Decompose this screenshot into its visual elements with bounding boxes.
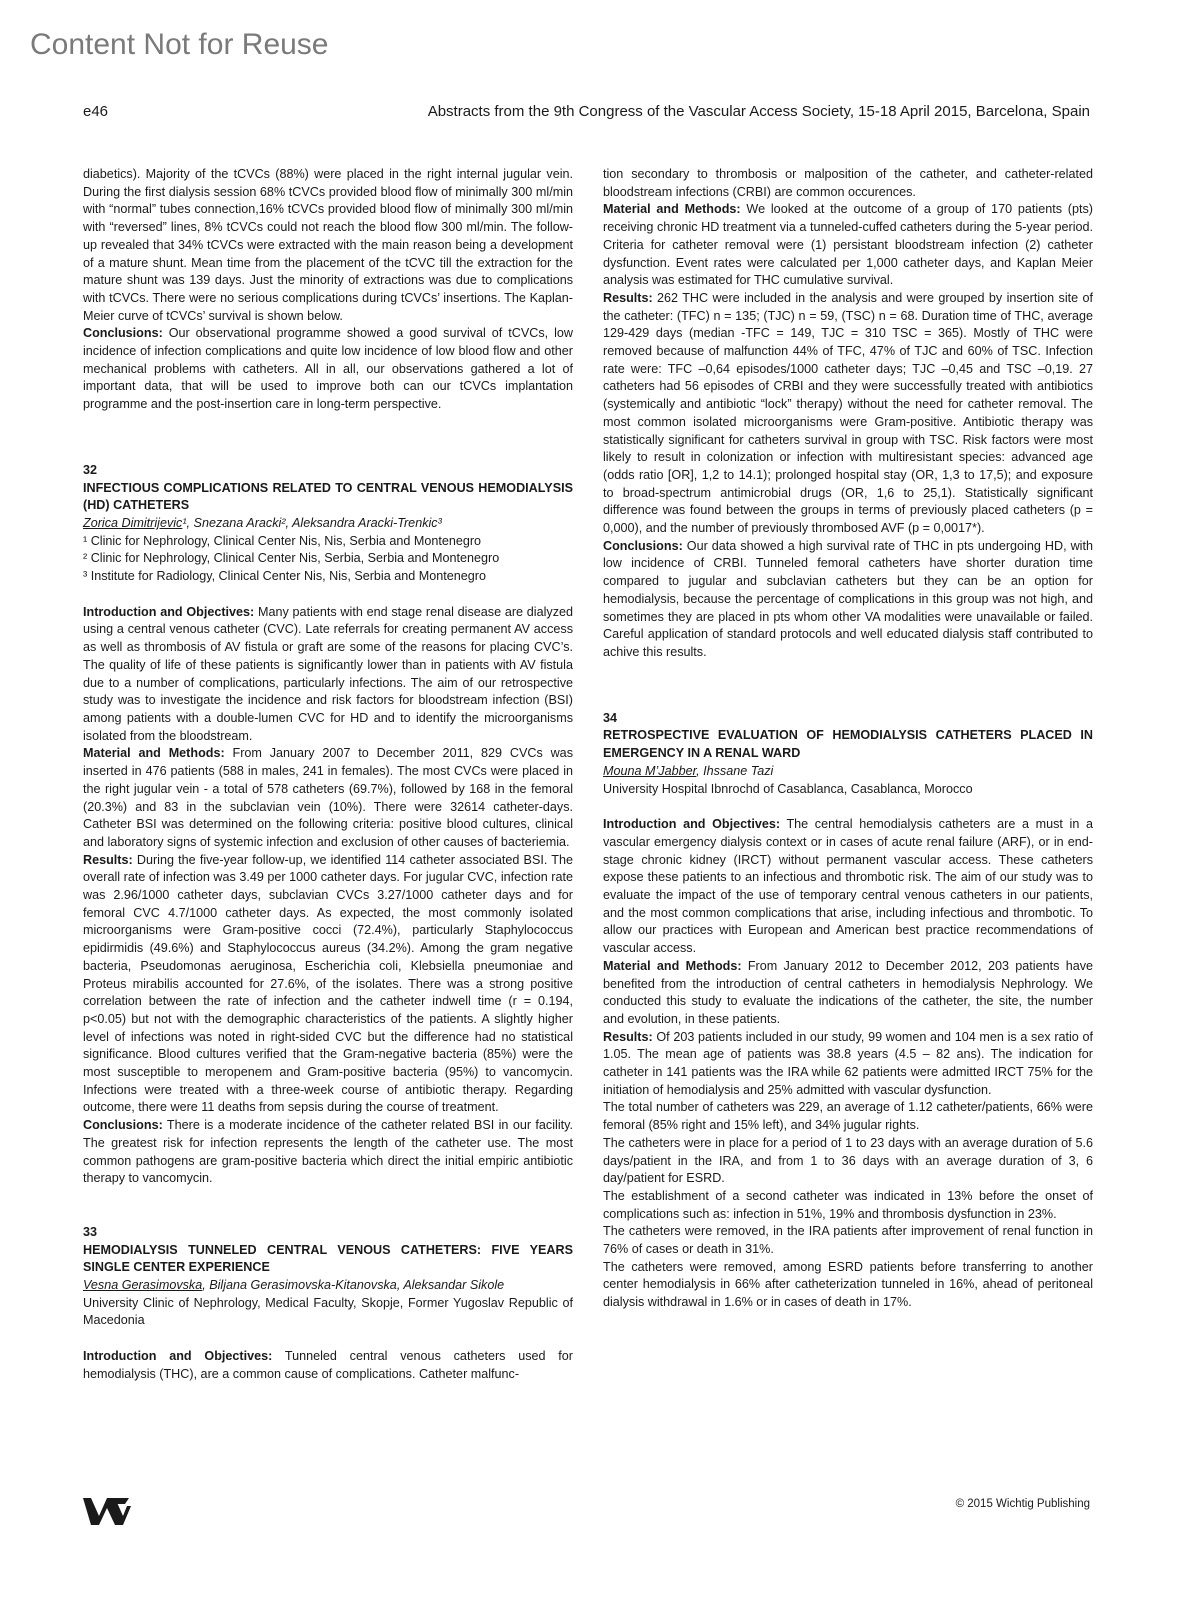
section-label: Conclusions:	[603, 538, 683, 553]
abstract-intro	[603, 816, 1093, 958]
right-column	[603, 166, 1093, 1312]
section-text: During the five-year follow-up, we identified 114 catheter associated BSI. The overall rate of infection was 3.49 per 1000 catheter days. For jugular CVC, infection rate was 2.96/1000 catheter days, subclavian CVCs 3.27/1000 catheter days and for femoral CVC 4.7/1000 catheter days. As expected, the most commonly isolated microorganisms were Gram-positive cocci (72.4%), particularly Staphylococcus epidirmidis (49.6%) and Staphylococcus aureus (34.2%). Among the gram negative bacteria, Pseudomonas aeruginosa, Escherichia coli, Klebsiella pneumoniae and Proteus mirabilis accounted for 27.6%, of the isolates. There was a strong positive correlation between the rate of infection and the catheter indwell time (r = 0.194, p<0.05) but not with the demographic characteristics of the patients. A slightly higher level of infections was noted in right-sided CVC but the difference had no statistical significance. Blood cultures verified that the Gram-negative bacteria (85%) were the most susceptible to meropenem and Gram-positive bacteria (95%) to vancomycin. Infections were treated with a three-week course of antibiotic therapy. Regarding outcome, there were 11 deaths from sepsis during the course of treatment.	[83, 852, 573, 1115]
abstract-title: HEMODIALYSIS TUNNELED CENTRAL VENOUS CATHETERS: FIVE YEARS SINGLE CENTER EXPERIENCE	[83, 1242, 573, 1275]
abstract-title: RETROSPECTIVE EVALUATION OF HEMODIALYSIS CATHETERS PLACED IN EMERGENCY IN A RENAL WARD	[603, 728, 1093, 761]
affiliation: ³ Institute for Radiology, Clinical Center Nis, Nis, Serbia and Montenegro	[83, 569, 486, 584]
affiliation: ¹ Clinic for Nephrology, Clinical Center Nis, Nis, Serbia and Montenegro	[83, 533, 482, 548]
results-paragraph: The catheters were in place for a period of 1 to 23 days with an average duration of 5.6 days/patient in the IRA, and from 1 to 36 days with an average duration of 3, 6 day/patient for ESRD.	[603, 1135, 1093, 1186]
results-paragraph: The catheters were removed, among ESRD patients before transferring to another center hemodialysis in 66% after catheterization tunneled in 16%, ahead of peritoneal dialysis withdrawal in 1.6% or in cases of death in 17%.	[603, 1259, 1093, 1310]
section-text: From January 2012 to December 2012, 203 patients have benefited from the introduction of central catheters in hemodialysis Nephrology. We conducted this study to evaluate the indications of the catheter, the site, the number and evolution, in these patients.	[603, 958, 1094, 1026]
author-list	[83, 1277, 573, 1295]
section-label: Conclusions:	[83, 1118, 163, 1133]
section-label: Results:	[603, 290, 653, 305]
running-title: Abstracts from the 9th Congress of the Vascular Access Society, 15-18 April 2015, Barcelona, Spain	[427, 103, 1090, 120]
section-label: Results:	[83, 852, 133, 867]
section-text: The central hemodialysis catheters are a must in a vascular emergency dialysis context or in cases of acute renal failure (ARF), or in end-stage chronic kidney (IRCT) without permanent vascular access. These catheters expose these patients to an infectious and thrombotic risk. The aim of our study was to evaluate the impact of the use of temporary central venous catheters in our patients, and the most common complications that arise, including infectious and thrombotic. To allow our practices with European and American best practice recommendations of vascular access.	[603, 817, 1093, 956]
abstract-number: 33	[83, 1224, 98, 1239]
abstract-methods	[603, 958, 1093, 1029]
abstract-number: 32	[83, 462, 98, 477]
copyright-notice: © 2015 Wichtig Publishing	[955, 1498, 1090, 1510]
co-authors: , Biljana Gerasimovska-Kitanovska, Aleksandar Sikole	[202, 1278, 505, 1293]
presenting-author: Vesna Gerasimovska	[83, 1278, 203, 1293]
page-number: e46	[83, 103, 109, 120]
section-text: Tunneled central venous catheters used for hemodialysis (THC), are a common cause of complications. Catheter malfunc-	[83, 1349, 574, 1381]
co-authors: ¹, Snezana Aracki², Aleksandra Aracki-Trenkic³	[182, 515, 442, 530]
continuation-conclusions	[83, 325, 573, 414]
section-text: Our data showed a high survival rate of THC in pts undergoing HD, with low incidence of CRBI. Tunneled femoral catheters have shorter duration time compared to jugular and subclavian catheters but they can be an option for hemodialysis, because the percentage of complications in this group was not high, and sometimes they are placed in pts whom other VA modalities were unavailable or failed. Careful application of standard protocols and well educated dialysis staff contributed to achive this results.	[603, 538, 1093, 659]
section-label: Introduction and Objectives:	[83, 604, 255, 619]
abstract-methods	[83, 745, 573, 851]
abstract-results	[603, 1029, 1093, 1100]
section-text: Many patients with end stage renal disease are dialyzed using a central venous catheter (CVC). Late referrals for creating permanent AV access as well as thrombosis of AV fistula or graft are some of the reasons for placing CVC’s. The quality of life of these patients is significantly lower than in patients with AV fistula due to a number of complications, particularly infections. The aim of our retrospective study was to investigate the incidence and risk factors for bloodstream infection (BSI) among patients with a double-lumen CVC for HD and to identify the microorganisms isolated from the bloodstream.	[83, 604, 573, 743]
section-text: There is a moderate incidence of the catheter related BSI in our facility. The greatest risk for infection represents the length of the catheter use. The most common pathogens are gram-positive bacteria which direct the initial empiric antibiotic therapy to vancomycin.	[83, 1118, 573, 1186]
section-label: Material and Methods:	[83, 746, 225, 761]
continuation-paragraph: diabetics). Majority of the tCVCs (88%) were placed in the right internal jugular vein. During the first dialysis session 68% tCVCs provided blood flow of minimally 300 ml/min with “normal” tubes connection,16% tCVCs provided blood flow of minimally 300 ml/min with “reversed” lines, 8% tCVCs could not reach the blood flow 300 ml/min. The follow-up revealed that 34% tCVCs were extracted with the main reason being a development of a mature shunt. Mean time from the placement of the tCVC till the extraction for the mature shunt was 139 days. Just the minority of extractions was due to complications with tCVCs. There were no serious complications during tCVCs’ insertions. The Kaplan-Meier curve of tCVCs’ survival is shown below.	[83, 167, 573, 323]
wichtig-logo-icon	[83, 1496, 131, 1531]
co-authors: , Ihssane Tazi	[696, 763, 774, 778]
section-label: Material and Methods:	[603, 202, 741, 217]
watermark: Content Not for Reuse	[30, 28, 329, 61]
results-paragraph: The establishment of a second catheter was indicated in 13% before the onset of complications such as: infection in 51%, 19% and thrombosis dysfunction in 23%.	[603, 1188, 1093, 1221]
section-text: From January 2007 to December 2011, 829 CVCs was inserted in 476 patients (588 in males, 241 in females). The most CVCs were placed in the right jugular vein - a total of 578 catheters (69.7%), followed by 168 in the femoral (20.3%) and 83 in the subclavian vein (10%). There were 32614 catheter-days. Catheter BSI was determined on the following criteria: positive blood cultures, clinical and laboratory signs of systemic infection and exclusion of other causes of bacteriemia.	[83, 746, 573, 849]
continuation-paragraph: tion secondary to thrombosis or malposition of the catheter, and catheter-related bloodstream infections (CRBI) are common occurences.	[603, 167, 1093, 199]
abstract-intro	[83, 1348, 573, 1383]
section-label: Introduction and Objectives:	[603, 817, 781, 832]
affiliation: University Clinic of Nephrology, Medical Faculty, Skopje, Former Yugoslav Republic of Macedonia	[83, 1295, 573, 1328]
abstract-results	[603, 290, 1093, 538]
section-label: Material and Methods:	[603, 958, 742, 973]
results-paragraph: The catheters were removed, in the IRA patients after improvement of renal function in 76% of cases or death in 31%.	[603, 1224, 1093, 1257]
abstract-conclusions	[603, 538, 1093, 662]
affiliation: ² Clinic for Nephrology, Clinical Center Nis, Serbia, Serbia and Montenegro	[83, 551, 500, 566]
abstract-title: INFECTIOUS COMPLICATIONS RELATED TO CENTRAL VENOUS HEMODIALYSIS (HD) CATHETERS	[83, 480, 573, 513]
affiliation: University Hospital Ibnrochd of Casablanca, Casablanca, Morocco	[603, 781, 973, 796]
author-list	[83, 515, 573, 533]
section-label: Introduction and Objectives:	[83, 1349, 273, 1364]
results-paragraph: The total number of catheters was 229, an average of 1.12 catheter/patients, 66% were femoral (85% right and 15% left), and 34% jugular rights.	[603, 1100, 1093, 1133]
left-column	[83, 166, 573, 1384]
presenting-author: Zorica Dimitrijevic	[83, 515, 183, 530]
abstract-methods	[603, 201, 1093, 290]
abstract-conclusions	[83, 1117, 573, 1188]
author-list	[603, 763, 1093, 781]
abstract-results	[83, 852, 573, 1118]
section-text: Our observational programme showed a good survival of tCVCs, low incidence of infection complications and quite low incidence of low blood flow and other mechanical problems with catheters. All in all, our observations gathered a lot of important data, that will be used to improve both can our tCVCs implantation programme and the post-insertion care in long-term perspective.	[83, 326, 573, 412]
abstract-intro	[83, 604, 573, 746]
section-label: Conclusions:	[83, 326, 163, 341]
section-label: Results:	[603, 1029, 653, 1044]
section-text: 262 THC were included in the analysis and were grouped by insertion site of the catheter: (TFC) n = 135; (TJC) n = 59, (TSC) n = 68. Duration time of THC, average 129-429 days (median -TFC = 149, TJC = 310 TSC = 365). Mostly of THC were removed because of malfunction 44% of TFC, 47% of TJC and 60% of TSC. Infection rate were: TFC –0,64 episodes/1000 catheter days; TJC –0,45 and TSC –0,19. 27 catheters had 56 episodes of CRBI and they were successfully treated with antibiotics (systemically and antibiotic “lock” therapy) without the need for catheter removal. The most common isolated microorganisms were Gram-positive. Antibiotic therapy was statistically significant for catheters survival in group with TSC. Risk factors were most likely to result in colonization or infection with multiresistant species: advanced age (odds ratio [OR], 1,2 to 14.1); prolonged hospital stay (OR, 1,3 to 17,5); and exposure to broad-spectrum antimicrobial drugs (OR, 1,6 to 25,1). Statistically significant difference was found between the groups in terms of previously placed catheters (p = 0,000), and the number of previously thrombosed AVF (p = 0,0017*).	[603, 290, 1093, 536]
abstract-number: 34	[603, 710, 618, 725]
section-text: We looked at the outcome of a group of 170 patients (pts) receiving chronic HD treatment via a tunneled-cuffed catheters during the 5-year period. Criteria for catheter removal were (1) persistant bloodstream infection (2) catheter dysfunction. Event rates were calculated per 1,000 catheter days, and Kaplan Meier analysis was estimated for THC cumulative survival.	[603, 202, 1093, 288]
section-text: Of 203 patients included in our study, 99 women and 104 men is a sex ratio of 1.05. The mean age of patients was 38.8 years (4.5 – 82 ans). The indication for catheter in 141 patients was the IRA while 62 patients were admitted IRCT 75% for the initiation of hemodialysis and 25% admitted with vascular dysfunction.	[603, 1029, 1093, 1097]
presenting-author: Mouna M’Jabber	[603, 763, 697, 778]
